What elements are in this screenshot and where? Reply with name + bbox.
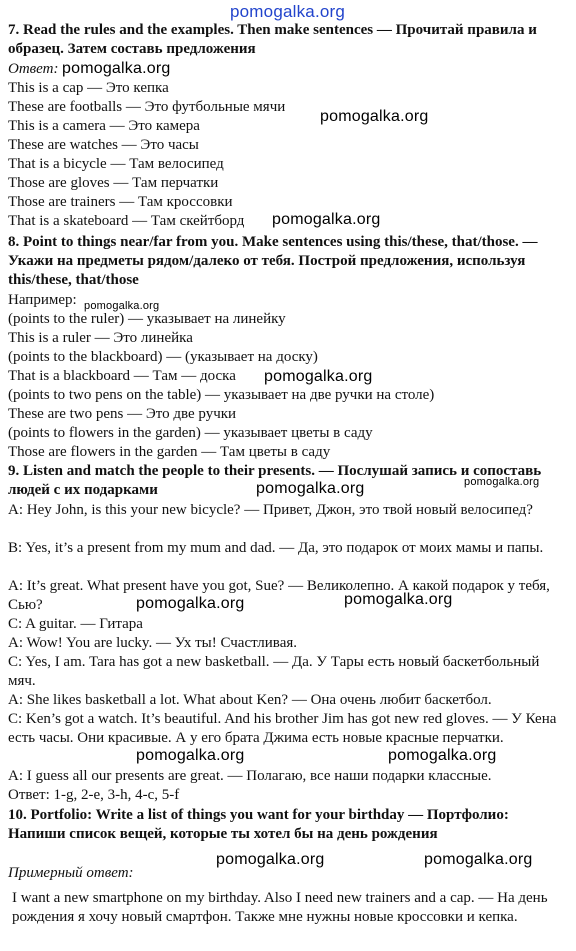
dialogue-line: A: Wow! You are lucky. — Ух ты! Счастливая. [8,635,297,651]
watermark: pomogalka.org [388,747,497,764]
dialogue-line: A: She likes basketball a lot. What about Ken? — Она очень любит баскетбол. [8,692,492,708]
dialogue-line: A: Hey John, is this your new bicycle? — Привет, Джон, это твой новый велосипед? [8,502,533,518]
s8-line: This is a ruler — Это линейка [8,330,193,346]
s7-line: Those are trainers — Там кроссовки [8,194,233,210]
section-10-heading: 10. Portfolio: Write a list of things you want for your birthday — Портфолио: Напиши список вещей, которые ты хотел бы на день рождения [8,807,509,842]
dialogue-line: C: A guitar. — Гитара [8,616,143,632]
s8-line: Those are flowers in the garden — Там цветы в саду [8,444,331,460]
dialogue-line: C: Ken’s got a watch. It’s beautiful. And his brother Jim has got new red gloves. — У Кена есть часы. Они красивые. А у его брата Джима есть новые красные перчатки. [8,711,557,746]
s8-line: (points to two pens on the table) — указывает на две ручки на столе) [8,387,435,403]
watermark: pomogalka.org [264,368,373,385]
s8-line: That is a blackboard — Там — доска [8,368,236,384]
watermark: pomogalka.org [256,480,365,497]
s7-line: These are watches — Это часы [8,137,199,153]
s7-line: This is a camera — Это камера [8,118,200,134]
watermark: pomogalka.org [464,476,540,488]
dialogue-line: B: Yes, it’s a present from my mum and dad. — Да, это подарок от моих мамы и папы. [8,540,544,556]
dialogue-line: A: I guess all our presents are great. — Полагаю, все наши подарки классные. [8,768,492,784]
s7-line: That is a skateboard — Там скейтборд [8,213,245,229]
s7-line: That is a bicycle — Там велосипед [8,156,224,172]
watermark: pomogalka.org [344,591,453,608]
watermark: pomogalka.org [320,108,429,125]
sample-answer-text: I want a new smartphone on my birthday. Also I need new trainers and a cap. — На день рождения я хочу новый смартфон. Также мне нужны новые кроссовки и кепка. [12,890,548,925]
watermark: pomogalka.org [136,747,245,764]
s7-line: These are footballs — Это футбольные мячи [8,99,286,115]
s7-line: Those are gloves — Там перчатки [8,175,219,191]
section-8-heading: 8. Point to things near/far from you. Make sentences using this/these, that/those. — Укажи на предметы рядом/далеко от тебя. Построй предложения, используя this/these, that/those [8,234,538,288]
watermark: pomogalka.org [62,60,171,77]
section-9-heading: 9. Listen and match the people to their presents. — Послушай запись и сопоставь людей с их подарками [8,463,542,498]
answer-key: Ответ: 1-g, 2-e, 3-h, 4-c, 5-f [8,787,180,803]
dialogue-line: C: Yes, I am. Tara has got a new basketball. — Да. У Тары есть новый баскетбольный мяч. [8,654,540,689]
answer-label: Ответ: [8,61,59,77]
sample-answer-label: Примерный ответ: [8,865,134,881]
s7-line: This is a cap — Это кепка [8,80,169,96]
example-label: Например: [8,292,77,308]
dialogue-line: A: It’s great. What present have you got, Sue? — Великолепно. А какой подарок у тебя, Сью? [8,578,550,613]
section-7-heading: 7. Read the rules and the examples. Then make sentences — Прочитай правила и образец. Затем составь предложения [8,22,537,57]
watermark: pomogalka.org [272,211,381,228]
s8-line: (points to the ruler) — указывает на линейку [8,311,286,327]
watermark-top: pomogalka.org [230,2,346,21]
watermark: pomogalka.org [424,851,533,868]
watermark: pomogalka.org [84,300,160,312]
s8-line: (points to the blackboard) — (указывает на доску) [8,349,318,365]
watermark: pomogalka.org [136,595,245,612]
s8-line: These are two pens — Это две ручки [8,406,237,422]
watermark: pomogalka.org [216,851,325,868]
s8-line: (points to flowers in the garden) — указывает цветы в саду [8,425,373,441]
